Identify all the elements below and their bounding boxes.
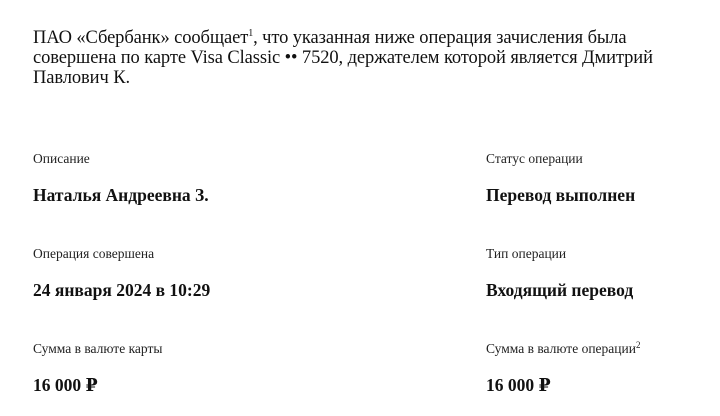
footnote-mark-1: 1 <box>248 28 254 39</box>
status-label: Статус операции <box>486 151 583 166</box>
card-amount-label: Сумма в валюте карты <box>33 341 163 356</box>
type-field <box>486 246 633 300</box>
date-field <box>33 246 210 300</box>
status-field <box>486 151 635 205</box>
type-label: Тип операции <box>486 246 567 261</box>
status-value: Перевод выполнен <box>486 185 636 205</box>
intro-text-end: , что указанная ниже операция зачисления была совершена по карте Visa Classic •• 7520, держателем которой является Дмитрий Павлович К. <box>33 28 653 88</box>
operation-amount-label-line <box>486 341 640 357</box>
operation-amount-value: 16 000 ₽ <box>486 375 551 395</box>
operation-amount-label: Сумма в валюте операции <box>486 341 636 356</box>
operation-amount-field <box>486 341 640 395</box>
footnote-mark-2: 2 <box>635 340 641 350</box>
description-label: Описание <box>33 151 90 166</box>
intro-text-start: ПАО «Сбербанк» сообщает <box>33 28 249 48</box>
card-amount-value: 16 000 ₽ <box>33 375 98 395</box>
intro-paragraph <box>33 28 693 88</box>
description-value: Наталья Андреевна З. <box>33 185 209 205</box>
card-amount-field <box>33 341 162 395</box>
date-label: Операция совершена <box>33 246 155 261</box>
description-field <box>33 151 209 205</box>
type-value: Входящий перевод <box>486 280 634 300</box>
date-value: 24 января 2024 в 10:29 <box>33 280 211 300</box>
